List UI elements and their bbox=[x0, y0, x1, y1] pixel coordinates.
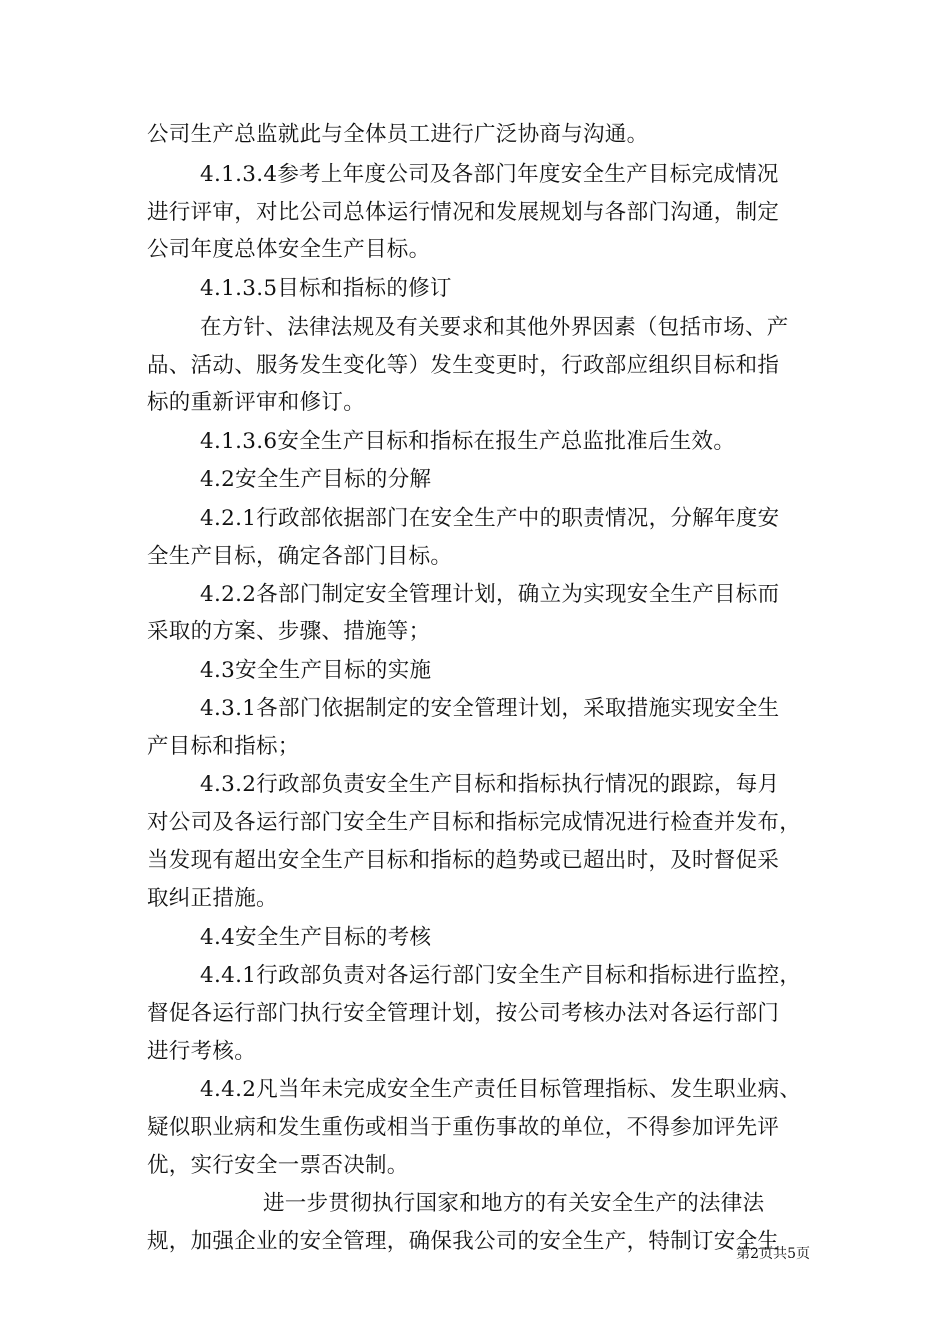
text-line: 取纠正措施。 bbox=[147, 886, 278, 911]
text-line: 4.2安全生产目标的分解 bbox=[200, 467, 432, 492]
text-line: 疑似职业病和发生重伤或相当于重伤事故的单位，不得参加评先评 bbox=[147, 1115, 780, 1140]
text-line: 对公司及各运行部门安全生产目标和指标完成情况进行检查并发布， bbox=[147, 810, 802, 835]
text-line: 规，加强企业的安全管理，确保我公司的安全生产，特制订安全生 bbox=[147, 1229, 780, 1254]
text-line: 4.1.3.4参考上年度公司及各部门年度安全生产目标完成情况 bbox=[200, 162, 779, 187]
text-line: 进一步贯彻执行国家和地方的有关安全生产的法律法 bbox=[263, 1191, 765, 1216]
text-line: 公司生产总监就此与全体员工进行广泛协商与沟通。 bbox=[147, 122, 649, 147]
text-line: 4.2.1行政部依据部门在安全生产中的职责情况，分解年度安 bbox=[200, 506, 780, 531]
text-line: 当发现有超出安全生产目标和指标的趋势或已超出时，及时督促采 bbox=[147, 848, 780, 873]
text-line: 4.2.2各部门制定安全管理计划，确立为实现安全生产目标而 bbox=[200, 582, 780, 607]
text-line: 品、活动、服务发生变化等）发生变更时，行政部应组织目标和指 bbox=[147, 353, 780, 378]
text-line: 标的重新评审和修订。 bbox=[147, 390, 366, 415]
text-line: 4.1.3.6安全生产目标和指标在报生产总监批准后生效。 bbox=[200, 429, 736, 454]
text-line: 4.4.1行政部负责对各运行部门安全生产目标和指标进行监控， bbox=[200, 963, 802, 988]
text-line: 在方针、法律法规及有关要求和其他外界因素（包括市场、产 bbox=[200, 315, 789, 340]
text-line: 4.1.3.5目标和指标的修订 bbox=[200, 276, 452, 301]
text-line: 全生产目标，确定各部门目标。 bbox=[147, 544, 453, 569]
text-line: 4.4安全生产目标的考核 bbox=[200, 925, 432, 950]
page-number: 第2页共5页 bbox=[736, 1246, 810, 1262]
text-line: 4.3安全生产目标的实施 bbox=[200, 658, 432, 683]
text-line: 4.3.2行政部负责安全生产目标和指标执行情况的跟踪，每月 bbox=[200, 772, 780, 797]
text-line: 督促各运行部门执行安全管理计划，按公司考核办法对各运行部门 bbox=[147, 1001, 780, 1026]
text-line: 4.3.1各部门依据制定的安全管理计划，采取措施实现安全生 bbox=[200, 696, 780, 721]
text-line: 进行考核。 bbox=[147, 1039, 257, 1064]
text-line: 优，实行安全一票否决制。 bbox=[147, 1153, 409, 1178]
text-line: 产目标和指标； bbox=[147, 734, 300, 759]
text-line: 4.4.2凡当年未完成安全生产责任目标管理指标、发生职业病、 bbox=[200, 1077, 802, 1102]
text-line: 公司年度总体安全生产目标。 bbox=[147, 237, 431, 262]
text-line: 采取的方案、步骤、措施等； bbox=[147, 619, 431, 644]
text-line: 进行评审，对比公司总体运行情况和发展规划与各部门沟通，制定 bbox=[147, 200, 780, 225]
